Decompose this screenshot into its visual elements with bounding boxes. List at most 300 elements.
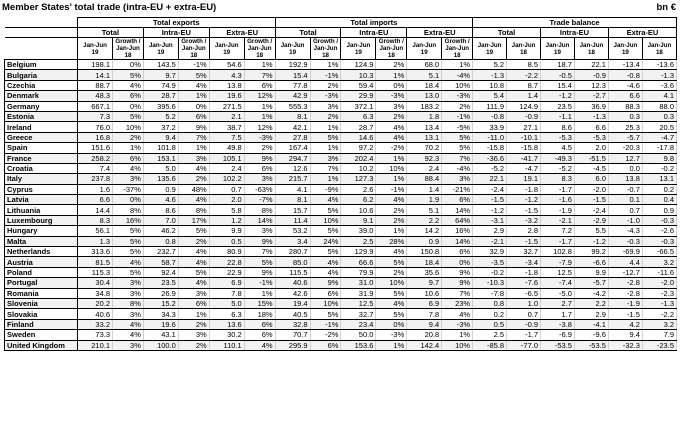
table-cell: 5% [376, 257, 407, 267]
table-cell: -11.6 [642, 267, 676, 277]
table-cell: 9.8 [642, 153, 676, 163]
table-cell: -7.6 [507, 278, 541, 288]
table-cell: 237.8 [78, 174, 113, 184]
table-cell: 2.5 [341, 236, 376, 246]
table-cell: 0.7 [507, 309, 541, 319]
table-cell: -1% [310, 70, 341, 80]
table-cell: 6.6 [608, 91, 642, 101]
table-cell: 6% [244, 319, 275, 329]
table-row [5, 288, 677, 298]
table-cell: 50.0 [341, 330, 376, 340]
table-cell: 1% [376, 340, 407, 350]
table-cell: 92.4 [143, 267, 178, 277]
table-cell: 8.7 [507, 80, 541, 90]
table-cell: 7% [442, 153, 473, 163]
table-cell: 6% [244, 330, 275, 340]
table-cell: 9.9 [574, 267, 608, 277]
subgroup-imports-extra: Extra-EU [407, 28, 473, 38]
table-cell: 42.6 [275, 288, 310, 298]
table-cell: 38.7 [209, 122, 244, 132]
col-header-jan-jun-19: Jan-Jun 19 [143, 38, 178, 60]
table-cell: -1.3 [642, 70, 676, 80]
subgroup-balance-total: Total [473, 28, 541, 38]
table-cell: -3% [376, 330, 407, 340]
table-cell: 3% [244, 226, 275, 236]
table-cell: 18.7 [541, 60, 575, 70]
table-cell: -0.3 [642, 215, 676, 225]
table-cell: 0% [113, 101, 144, 111]
table-cell: -53.5 [541, 340, 575, 350]
table-cell: -1.5 [473, 195, 507, 205]
table-cell: -23.5 [642, 340, 676, 350]
table-cell: 395.6 [143, 101, 178, 111]
col-header-jan-jun-19: Jan-Jun 19 [407, 38, 442, 60]
table-cell: -37% [113, 184, 144, 194]
table-cell: -1.9 [541, 205, 575, 215]
table-cell: 14% [244, 215, 275, 225]
table-cell: -9.6 [574, 330, 608, 340]
table-cell: -3% [376, 91, 407, 101]
table-cell: 20.8 [407, 330, 442, 340]
table-cell: -1% [244, 278, 275, 288]
table-cell: 3% [376, 101, 407, 111]
table-cell: 4% [310, 195, 341, 205]
table-cell: 32.8 [275, 319, 310, 329]
table-cell: 1.7 [541, 309, 575, 319]
table-cell: -3% [244, 132, 275, 142]
table-cell: -7% [244, 195, 275, 205]
table-cell: 5% [442, 132, 473, 142]
table-row [5, 184, 677, 194]
table-cell: 8.5 [507, 60, 541, 70]
table-cell: 0.2 [473, 309, 507, 319]
subgroup-imports-intra: Intra-EU [341, 28, 407, 38]
table-row [5, 298, 677, 308]
subgroup-exports-extra: Extra-EU [209, 28, 275, 38]
table-cell: -1.0 [608, 215, 642, 225]
table-cell: 1% [376, 226, 407, 236]
table-cell: -51.5 [574, 153, 608, 163]
table-cell: 129.9 [341, 247, 376, 257]
table-cell: 4.6 [143, 195, 178, 205]
table-cell: 3% [310, 153, 341, 163]
table-cell: -0.9 [507, 111, 541, 121]
table-cell: 9.7 [143, 70, 178, 80]
col-header-jan-jun-19: Jan-Jun 19 [608, 38, 642, 60]
table-cell: 2% [376, 60, 407, 70]
table-cell: 9% [244, 267, 275, 277]
country-name: Denmark [5, 91, 78, 101]
table-cell: -5.0 [541, 288, 575, 298]
table-cell: 10.3 [341, 70, 376, 80]
table-cell: 7.0 [143, 215, 178, 225]
table-cell: -2.6 [642, 226, 676, 236]
col-header-jan-jun-18: Jan-Jun 18 [574, 38, 608, 60]
country-name: Greece [5, 132, 78, 142]
table-cell: 5% [310, 132, 341, 142]
table-cell: 53.2 [275, 226, 310, 236]
table-cell: -1.2 [541, 91, 575, 101]
table-cell: 9% [244, 153, 275, 163]
table-cell: -0.3 [642, 236, 676, 246]
table-cell: 5.8 [209, 205, 244, 215]
table-cell: 1% [244, 101, 275, 111]
table-row [5, 319, 677, 329]
table-cell: 2% [442, 101, 473, 111]
table-row [5, 278, 677, 288]
table-cell: 12.5 [341, 298, 376, 308]
table-cell: 3% [113, 174, 144, 184]
table-cell: 124.9 [507, 101, 541, 111]
table-cell: -53.5 [574, 340, 608, 350]
table-cell: 92.3 [407, 153, 442, 163]
table-cell: 1.0 [507, 298, 541, 308]
table-cell: 0.9 [407, 236, 442, 246]
country-name: Portugal [5, 278, 78, 288]
table-cell: 6.0 [574, 174, 608, 184]
table-cell: 4% [376, 247, 407, 257]
table-cell: 70.7 [275, 330, 310, 340]
table-cell: 1.4 [507, 91, 541, 101]
table-cell: 11.4 [275, 215, 310, 225]
table-cell: 7% [442, 288, 473, 298]
table-cell: 25.3 [608, 122, 642, 132]
table-cell: -1.7 [541, 236, 575, 246]
table-cell: 5.2 [143, 111, 178, 121]
country-name: United Kingdom [5, 340, 78, 350]
country-name: Poland [5, 267, 78, 277]
table-cell: -4.7 [642, 132, 676, 142]
table-cell: 12% [244, 91, 275, 101]
table-cell: 1.2 [209, 215, 244, 225]
table-cell: 9.4 [608, 330, 642, 340]
col-header-jan-jun-19: Jan-Jun 19 [78, 38, 113, 60]
table-cell: -1.8 [507, 184, 541, 194]
table-cell: -4.6 [608, 80, 642, 90]
country-name: Slovenia [5, 298, 78, 308]
table-cell: 667.1 [78, 101, 113, 111]
table-cell: 33.2 [78, 319, 113, 329]
table-cell: 6.3 [209, 309, 244, 319]
table-cell: 5% [178, 226, 209, 236]
country-name: Finland [5, 319, 78, 329]
table-cell: -2.8 [608, 278, 642, 288]
table-cell: -20.3 [608, 143, 642, 153]
table-cell: 97.2 [341, 143, 376, 153]
page-title: Member States' total trade (intra-EU + extra-EU) [2, 2, 217, 13]
table-cell: 5% [310, 205, 341, 215]
table-cell: -85.8 [473, 340, 507, 350]
col-header-growth: Growth / Jan-Jun 18 [244, 38, 275, 60]
table-cell: -2.4 [473, 184, 507, 194]
table-cell: -5.7 [574, 278, 608, 288]
table-row [5, 122, 677, 132]
table-cell: 3% [113, 309, 144, 319]
table-cell: -5.2 [473, 163, 507, 173]
table-cell: 5% [376, 288, 407, 298]
table-cell: 40.6 [78, 309, 113, 319]
country-name: Slovakia [5, 309, 78, 319]
table-cell: 8.6 [541, 122, 575, 132]
table-cell: 2% [178, 319, 209, 329]
table-cell: -5.3 [541, 132, 575, 142]
table-cell: 4% [376, 195, 407, 205]
subgroup-exports-intra: Intra-EU [143, 28, 209, 38]
table-cell: -4% [442, 163, 473, 173]
table-cell: -41.7 [507, 153, 541, 163]
table-cell: 232.7 [143, 247, 178, 257]
table-cell: -1.8 [507, 267, 541, 277]
table-cell: 23.5 [541, 101, 575, 111]
table-cell: 14.1 [78, 70, 113, 80]
table-cell: 48.3 [78, 91, 113, 101]
col-header-jan-jun-19: Jan-Jun 19 [473, 38, 507, 60]
table-cell: 79.9 [341, 267, 376, 277]
table-cell: 7.2 [541, 226, 575, 236]
table-cell: 3% [113, 278, 144, 288]
table-cell: 64% [442, 215, 473, 225]
table-cell: -13.4 [608, 60, 642, 70]
table-cell: 2.0 [209, 195, 244, 205]
table-cell: 70.2 [407, 143, 442, 153]
table-cell: 10% [376, 278, 407, 288]
table-cell: -0.2 [642, 163, 676, 173]
table-cell: 5% [310, 226, 341, 236]
table-cell: 12% [244, 122, 275, 132]
table-cell: 15.4 [541, 80, 575, 90]
table-cell: -7.9 [541, 257, 575, 267]
country-name: Austria [5, 257, 78, 267]
table-cell: 7.3 [78, 111, 113, 121]
table-cell: 33.9 [473, 122, 507, 132]
table-cell: 88.3 [608, 101, 642, 111]
table-cell: 5% [113, 247, 144, 257]
table-cell: 16% [113, 215, 144, 225]
table-cell: 77.8 [275, 80, 310, 90]
table-cell: 6% [113, 153, 144, 163]
table-cell: 13.8 [608, 174, 642, 184]
table-cell: 46.2 [143, 226, 178, 236]
table-cell: 4% [178, 278, 209, 288]
table-cell: -0.8 [608, 70, 642, 80]
table-cell: 7.4 [78, 163, 113, 173]
table-row [5, 330, 677, 340]
col-header-jan-jun-18: Jan-Jun 18 [642, 38, 676, 60]
table-cell: -2.0 [574, 184, 608, 194]
country-name: Germany [5, 101, 78, 111]
table-cell: 10.6 [341, 205, 376, 215]
header-row-columns [5, 38, 677, 60]
table-cell: 56.1 [78, 226, 113, 236]
corner-cell [5, 28, 78, 38]
table-cell: 28.7 [341, 122, 376, 132]
table-cell: 1% [113, 143, 144, 153]
col-header-jan-jun-19: Jan-Jun 19 [209, 38, 244, 60]
table-cell: 0.4 [642, 195, 676, 205]
table-cell: 1% [310, 174, 341, 184]
table-cell: 5% [310, 247, 341, 257]
table-cell: -0.2 [473, 267, 507, 277]
table-cell: 0.5 [209, 236, 244, 246]
table-cell: 6% [178, 298, 209, 308]
table-cell: 5% [113, 267, 144, 277]
table-cell: -1% [376, 184, 407, 194]
table-cell: 48% [178, 184, 209, 194]
table-row [5, 101, 677, 111]
table-cell: -0.9 [507, 319, 541, 329]
table-cell: 20.2 [78, 298, 113, 308]
table-cell: 2.8 [507, 226, 541, 236]
table-cell: 31.9 [341, 288, 376, 298]
table-cell: 1% [376, 153, 407, 163]
table-cell: 2.6 [341, 184, 376, 194]
table-cell: 19.1 [507, 174, 541, 184]
table-cell: 4% [376, 298, 407, 308]
country-name: Bulgaria [5, 70, 78, 80]
table-cell: 8% [244, 205, 275, 215]
table-cell: 8% [113, 298, 144, 308]
table-cell: 14.4 [78, 205, 113, 215]
table-cell: 88.7 [78, 80, 113, 90]
table-cell: 15.2 [143, 298, 178, 308]
table-cell: -4% [442, 70, 473, 80]
col-header-jan-jun-19: Jan-Jun 19 [541, 38, 575, 60]
table-cell: 22.1 [574, 60, 608, 70]
table-cell: -1% [178, 60, 209, 70]
table-cell: -0.5 [541, 70, 575, 80]
table-cell: -2% [310, 330, 341, 340]
table-cell: 17% [178, 215, 209, 225]
table-cell: -1% [442, 111, 473, 121]
table-cell: 4% [376, 122, 407, 132]
table-cell: 2.5 [473, 330, 507, 340]
table-cell: 271.5 [209, 101, 244, 111]
table-cell: -1.2 [473, 205, 507, 215]
table-cell: 9% [244, 236, 275, 246]
table-cell: 153.6 [341, 340, 376, 350]
table-cell: 2.2 [407, 215, 442, 225]
table-cell: 2.2 [574, 298, 608, 308]
table-cell: 2.4 [407, 163, 442, 173]
table-cell: 5% [178, 267, 209, 277]
table-cell: -2.8 [608, 288, 642, 298]
table-cell: 13.6 [209, 319, 244, 329]
table-row [5, 215, 677, 225]
table-cell: 10.8 [473, 80, 507, 90]
table-cell: 5% [376, 309, 407, 319]
col-header-growth: Growth / Jan-Jun 18 [376, 38, 407, 60]
table-cell: 14% [442, 205, 473, 215]
table-cell: 18.4 [407, 257, 442, 267]
table-cell: 8% [178, 205, 209, 215]
table-cell: 30.2 [209, 330, 244, 340]
table-cell: 0.8 [143, 236, 178, 246]
table-cell: 7% [244, 70, 275, 80]
table-cell: 29.9 [341, 91, 376, 101]
table-cell: 2.1 [209, 111, 244, 121]
table-cell: -1.7 [507, 330, 541, 340]
country-name: Latvia [5, 195, 78, 205]
table-cell: 6% [442, 247, 473, 257]
table-cell: -77.0 [507, 340, 541, 350]
table-row [5, 91, 677, 101]
table-cell: 167.4 [275, 143, 310, 153]
table-cell: 4% [178, 80, 209, 90]
table-cell: 192.9 [275, 60, 310, 70]
table-cell: 111.9 [473, 101, 507, 111]
country-name: Ireland [5, 122, 78, 132]
table-cell: 30.4 [78, 278, 113, 288]
table-cell: -6.5 [507, 288, 541, 298]
table-row [5, 60, 677, 70]
table-cell: 1% [376, 174, 407, 184]
table-cell: 6% [244, 80, 275, 90]
table-cell: -9% [310, 184, 341, 194]
table-cell: 0% [113, 195, 144, 205]
table-cell: 0% [376, 80, 407, 90]
table-row [5, 226, 677, 236]
col-header-jan-jun-18: Jan-Jun 18 [507, 38, 541, 60]
table-cell: 5.0 [143, 163, 178, 173]
table-cell: 15.7 [275, 205, 310, 215]
table-cell: 13.0 [407, 91, 442, 101]
table-cell: 1% [442, 330, 473, 340]
table-cell: 39.0 [341, 226, 376, 236]
table-cell: 6% [310, 288, 341, 298]
table-cell: -2% [376, 143, 407, 153]
table-cell: 4.2 [608, 319, 642, 329]
table-cell: -1.3 [574, 111, 608, 121]
table-cell: 28.7 [143, 91, 178, 101]
table-cell: 258.2 [78, 153, 113, 163]
table-row [5, 70, 677, 80]
table-cell: 16% [442, 226, 473, 236]
table-cell: 215.7 [275, 174, 310, 184]
table-cell: 66.6 [341, 257, 376, 267]
subgroup-balance-extra: Extra-EU [608, 28, 676, 38]
table-cell: 19.6 [209, 91, 244, 101]
table-cell: 19.6 [143, 319, 178, 329]
table-cell: -2.9 [574, 215, 608, 225]
table-cell: 23.5 [143, 278, 178, 288]
table-row [5, 143, 677, 153]
table-cell: 3% [178, 330, 209, 340]
table-cell: -3.8 [541, 319, 575, 329]
table-cell: -1% [310, 319, 341, 329]
table-cell: -1.9 [608, 298, 642, 308]
table-cell: -2.7 [574, 91, 608, 101]
table-cell: 0.3 [608, 111, 642, 121]
table-cell: 13.1 [407, 132, 442, 142]
table-cell: 4% [244, 340, 275, 350]
table-cell: -63% [244, 184, 275, 194]
table-cell: 0.5 [473, 319, 507, 329]
table-cell: 37.2 [143, 122, 178, 132]
table-cell: -1.2 [507, 195, 541, 205]
table-cell: 151.6 [78, 143, 113, 153]
table-cell: -15.8 [473, 143, 507, 153]
table-cell: 3% [178, 153, 209, 163]
table-cell: 127.3 [341, 174, 376, 184]
table-cell: -3% [442, 319, 473, 329]
table-cell: 23.4 [341, 319, 376, 329]
country-name: Hungary [5, 226, 78, 236]
table-cell: 5.1 [407, 70, 442, 80]
table-cell: 8.6 [143, 205, 178, 215]
table-row [5, 340, 677, 350]
table-cell: 4% [310, 257, 341, 267]
table-cell: 18% [244, 309, 275, 319]
